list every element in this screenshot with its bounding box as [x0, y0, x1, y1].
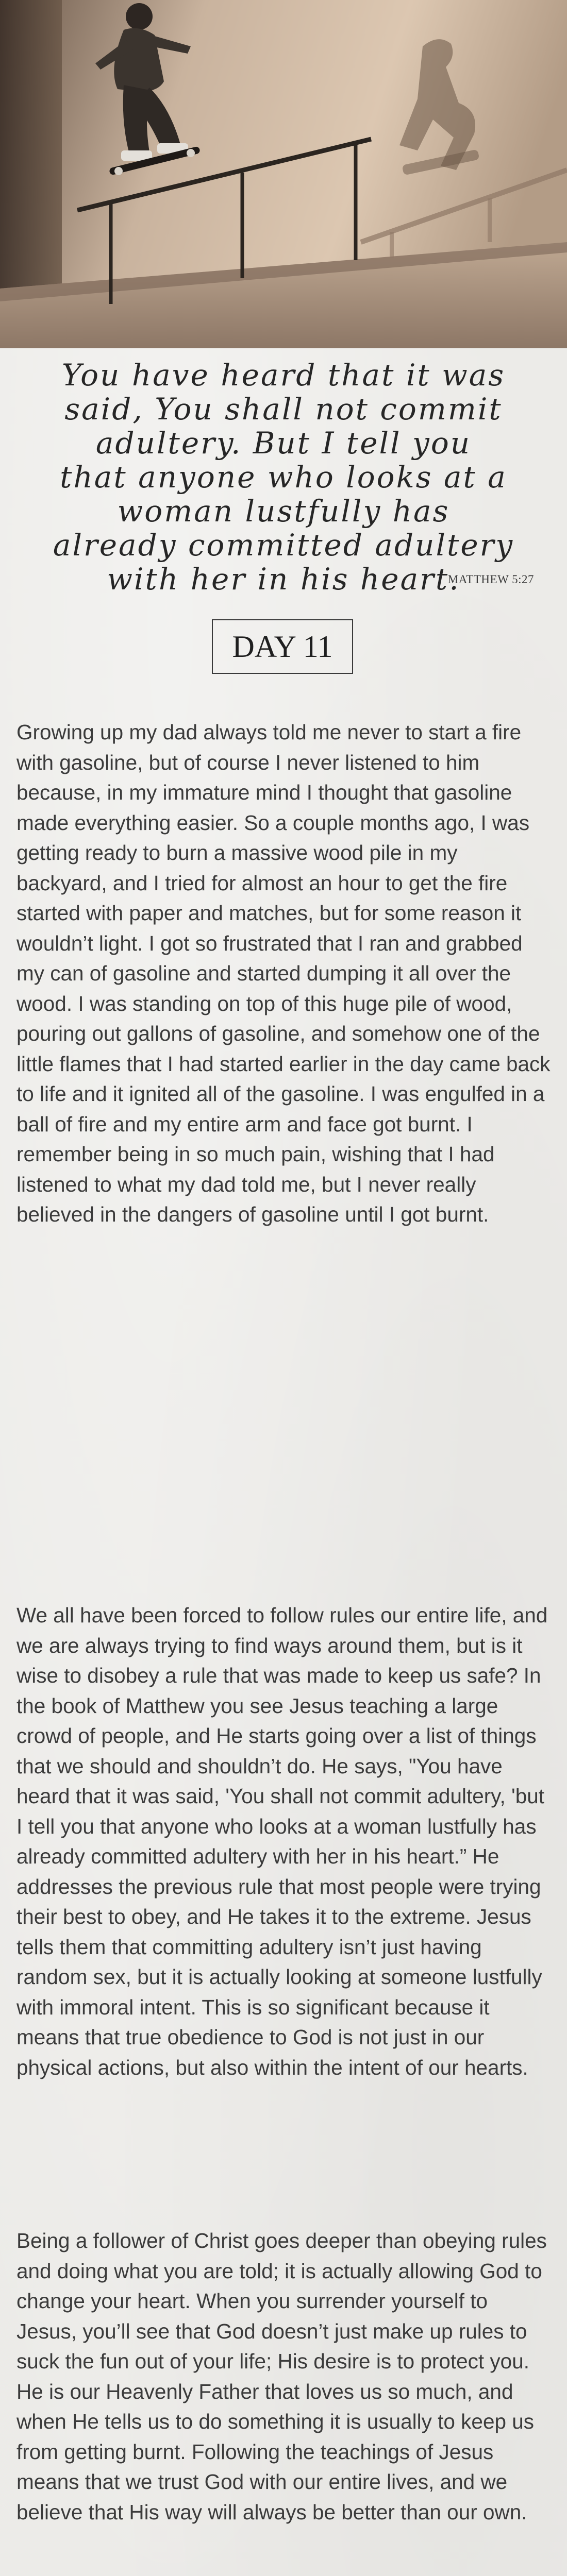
- day-label: DAY 11: [212, 619, 353, 674]
- body-paragraph-1: Growing up my dad always told me never to start a fire with gasoline, but of course I never listened to him because, in my immature mind I thought that gasoline made everything easier. So a couple months ago, I was getting ready to burn a massive wood pile in my backyard, and I tried for almost an hour to get the fire started with paper and matches, but for some reason it wouldn’t light. I got so frustrated that I ran and grabbed my can of gasoline and started dumping it all over the wood. I was standing on top of this huge pile of wood, pouring out gallons of gasoline, and somehow one of the little flames that I had started earlier in the day came back to life and it ignited all of the gasoline. I was engulfed in a ball of fire and my entire arm and face got burnt. I remember being in so much pain, wishing that I had listened to what my dad told me, but I never really believed in the dangers of gasoline until I got burnt.: [16, 720, 551, 1226]
- verse-line: You have heard that it was: [61, 358, 506, 393]
- verse-reference: MATTHEW 5:27: [447, 573, 534, 586]
- verse-line: said, You shall not commit: [64, 392, 503, 427]
- verse-line: adultery. But I tell you: [95, 426, 472, 461]
- body-paragraph-2: We all have been forced to follow rules our entire life, and we are always trying to find ways around them, but is it wise to disobey a rule that was made to keep us safe? In the book of Matthew you see Jesus teaching a large crowd of people, and He starts going over a list of things that we should and shouldn’t do. He says, "You have heard that it was said, 'You shall not commit adultery, 'but I tell you that anyone who looks at a woman lustfully has already committed adultery with her in his heart.” He addresses the previous rule that most people were trying their best to obey, and He takes it to the extreme. Jesus tells them that committing adultery isn’t just having random sex, but it is actually looking at someone lustfully with immoral intent. This is so significant because it means that true obedience to God is not just in our physical actions, but also within the intent of our hearts.: [16, 1603, 548, 2079]
- body-paragraph-3: Being a follower of Christ goes deeper than obeying rules and doing what you are told; it is actually allowing God to change your heart. When you surrender yourself to Jesus, you’ll see that God doesn’t just make up rules to suck the fun out of your life; His desire is to protect you. He is our Heavenly Father that loves us so much, and when He tells us to do something it is usually to keep us from getting burnt. Following the teachings of Jesus means that we trust God with our entire lives, and we believe that His way will always be better than our own.: [16, 2229, 547, 2524]
- verse-line: already committed adultery: [53, 528, 514, 563]
- verse-line: woman lustfully has: [117, 494, 450, 529]
- verse-line: with her in his heart.: [107, 562, 460, 597]
- verse-line: that anyone who looks at a: [60, 460, 507, 495]
- hero-photo: [0, 0, 567, 348]
